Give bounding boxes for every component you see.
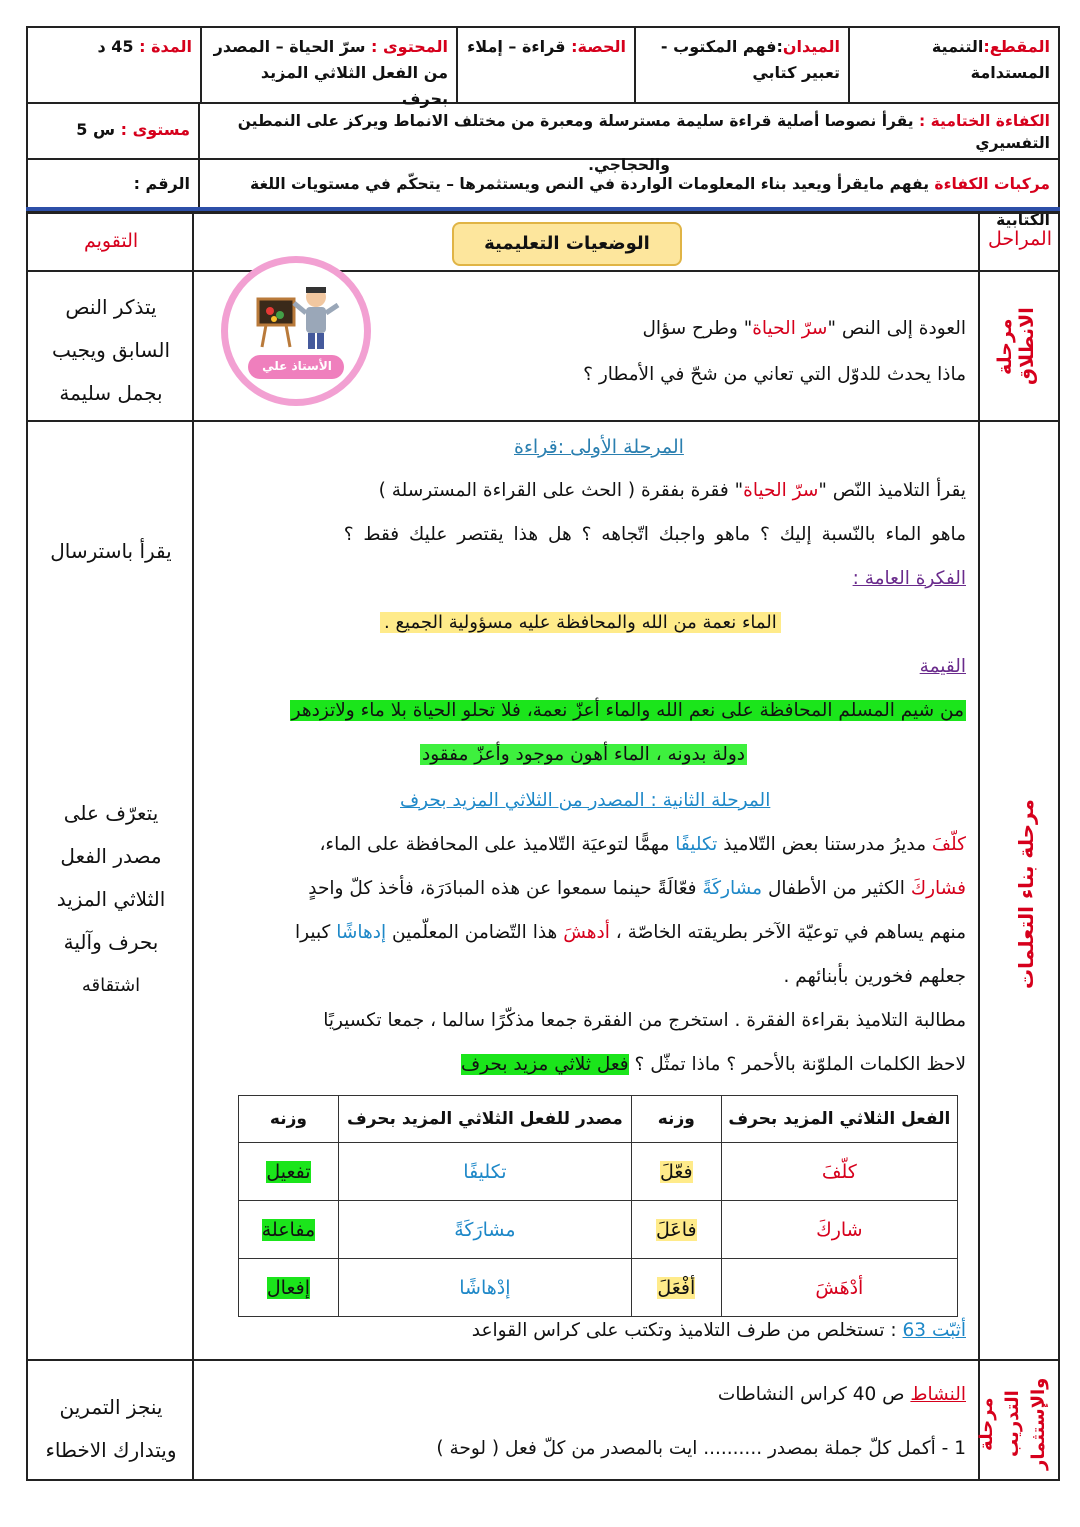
situations-header: الوضعيات التعليمية [452, 222, 682, 266]
content-cell [200, 28, 456, 108]
eval-line: يتذكر النص [65, 295, 157, 319]
paragraph-text: منهم يساهم في توعيّة الآخر بطريقته الخاصّة ، [609, 922, 966, 943]
launch-line-1 [642, 318, 966, 339]
lesson-header [26, 26, 1060, 229]
eval-line: مصدر الفعل [60, 844, 162, 868]
level-label: مستوى : [120, 120, 190, 139]
questions-line: ماهو الماء بالنّسبة إليك ؟ ماهو واجبك اتّجاهه ؟ هل هذا يقتصر عليك فقط ؟ [343, 524, 966, 545]
read-text: يقرأ التلاميذ النّص " [818, 480, 966, 501]
paragraph-text: كبيرا [295, 922, 337, 943]
session-value: قراءة – إملاء [467, 37, 566, 56]
practice-evaluation [28, 1386, 194, 1472]
exercise-line: 1 - أكمل كلّ جملة بمصدر .......... ايت بالمصدر من كلّ فعل ( لوحة ) [436, 1438, 966, 1459]
table-cell [631, 1259, 721, 1317]
paragraph-line-4: جعلهم فخورين بأبنائهم . [783, 966, 966, 987]
weight-highlight: أفْعَلَ [657, 1276, 696, 1299]
number-cell [28, 160, 198, 210]
duration-value: 45 د [97, 37, 134, 56]
components-label: مركبات الكفاءة [934, 175, 1050, 193]
paragraph-line-1 [319, 834, 966, 855]
row-divider [28, 1359, 1058, 1361]
read-text: " فقرة بفقرة ( الحث على القراءة المسترسلة ) [378, 480, 744, 501]
eval-line: بجمل سليمة [59, 381, 163, 405]
general-idea-label: الفكرة العامة : [852, 568, 966, 589]
level-cell [28, 104, 198, 158]
row-divider [28, 420, 1058, 422]
segment-cell [848, 28, 1058, 102]
table-cell: مشارَكَةً [338, 1201, 631, 1259]
table-row [239, 1201, 958, 1259]
field-value: :فهم المكتوب - تعبير كتابي [660, 37, 840, 82]
eval-line: ينجز التمرين [59, 1395, 163, 1419]
logo-text: الأستاذ علي [262, 359, 332, 373]
task-text: لاحظ الكلمات الملوّنة بالأحمر ؟ ماذا تمثّل ؟ [628, 1054, 966, 1075]
masdar-blue: تكليفًا [675, 834, 718, 855]
table-header: وزنه [239, 1096, 339, 1143]
eval-line: ويتدارك الاخطاء [45, 1438, 177, 1462]
phase2-title: المرحلة الثانية : المصدر من الثلاثي المزيد بحرف [400, 790, 771, 811]
field-label: الميدان [782, 37, 840, 56]
table-cell: شاركَ [721, 1201, 957, 1259]
stage-practice: مرحلة التدريب والإستثمار [976, 1377, 1049, 1471]
eval-line: اشتقاقه [81, 975, 141, 996]
competence-cell [198, 104, 1058, 174]
table-header-row [239, 1096, 958, 1143]
build-evaluation-1: يقرأ باسترسال [50, 539, 172, 563]
activity-label: النشاط [910, 1384, 966, 1405]
weight-highlight: تفعيل [266, 1160, 311, 1183]
task-line-1: مطالبة التلاميذ بقراءة الفقرة . استخرج من الفقرة جمعا مذكّرًا سالما ، جمعا تكسيريًا [323, 1010, 966, 1031]
table-row [239, 1259, 958, 1317]
stage-build: مرحلة بناء التعلمات [1014, 799, 1038, 989]
weight-highlight: فاعَلَ [655, 1218, 697, 1241]
teacher-logo [221, 256, 371, 406]
table-header: الفعل الثلاثي المزيد بحرف [721, 1096, 957, 1143]
content-label: المحتوى : [371, 37, 448, 56]
paragraph-text: مهمًّا لتوعيَة التّلاميذ على المحافظة على الماء، [319, 834, 676, 855]
table-cell: تكليفًا [338, 1143, 631, 1201]
level-value: س 5 [76, 120, 116, 139]
table-cell [631, 1201, 721, 1259]
eval-line: الثلاثي المزيد [56, 887, 166, 911]
table-cell [239, 1259, 339, 1317]
weight-highlight: مفاعلة [261, 1218, 316, 1241]
stages-header: المراحل [988, 228, 1052, 250]
activity-line [718, 1384, 966, 1405]
weight-highlight: فعّلَ [659, 1160, 693, 1183]
segment-label: المقطع: [983, 37, 1050, 56]
value-line-2: دولة بدونه ، الماء أهون موجود وأعزّ مفقود [422, 744, 746, 765]
task-line-2 [461, 1054, 966, 1075]
paragraph-text: هذا التّضامن المعلّمين [386, 922, 564, 943]
weight-highlight: إفعال [266, 1276, 310, 1299]
build-evaluation-2 [28, 792, 194, 1007]
duration-label: المدة : [139, 37, 192, 56]
content-value-1: سرّ الحياة – المصدر [213, 37, 366, 56]
launch-evaluation [28, 286, 194, 415]
content-value-2: من الفعل الثلاثي المزيد بحرف [260, 63, 448, 108]
table-cell [239, 1143, 339, 1201]
stage-launch: مرحلة الانطلاق [994, 307, 1038, 386]
confirm-link: أثبّت 63 [902, 1320, 966, 1341]
number-label: الرقم : [133, 174, 190, 193]
launch-line-2: ماذا يحدث للدوّل التي تعاني من شحّ في الأمطار ؟ [583, 364, 966, 385]
paragraph-text: مديرُ مدرستنا بعض التّلاميذ [717, 834, 932, 855]
read-line [379, 480, 966, 501]
launch-text: " وطرح سؤال [642, 318, 753, 339]
competence-value-2: والحجاجي. [588, 156, 670, 174]
text-title-red: سرّ الحياة [743, 480, 819, 501]
task-answer: فعل ثلاثي مزيد بحرف [461, 1054, 629, 1075]
field-cell [634, 28, 848, 102]
table-header: وزنه [631, 1096, 721, 1143]
table-cell: كلّفَ [721, 1143, 957, 1201]
paragraph-line-2 [308, 878, 966, 899]
duration-cell [28, 28, 200, 102]
value-label: القيمة [919, 656, 966, 677]
segment-value: التنمية المستدامة [931, 37, 1050, 82]
table-cell: إدْهاشًا [338, 1259, 631, 1317]
header-divider [26, 207, 1060, 211]
row-divider [28, 270, 1058, 272]
launch-text: العودة إلى النص " [827, 318, 966, 339]
teacher-logo-icon [228, 263, 364, 399]
verb-red: أدهشَ [563, 922, 610, 943]
eval-line: بحرف وآلية [63, 930, 159, 954]
competence-value-1: يقرأ نصوصا أصلية قراءة سليمة مسترسلة ومعبرة من مختلف الانماط ويركز على النمطين التفسيري [237, 112, 1050, 152]
table-cell: أدْهَشَ [721, 1259, 957, 1317]
masdar-blue: مشاركَةً [702, 878, 763, 899]
table-header: مصدر للفعل الثلاثي المزيد بحرف [338, 1096, 631, 1143]
column-divider [978, 214, 980, 1479]
verb-red: كلّفَ [931, 834, 966, 855]
paragraph-text: فعّالَةً حينما سمعوا عن هذه المبادَرَة، فأخذ كلّ واحدٍ [308, 878, 703, 899]
components-value: يفهم مايقرأ ويعيد بناء المعلومات الواردة في النص ويستثمرها – يتحكّم في مستويات اللغة الكتابية [250, 175, 1050, 229]
lesson-table [26, 212, 1060, 1481]
activity-text: ص 40 كراس النشاطات [717, 1384, 911, 1405]
phase1-title: المرحلة الأولى :قراءة [514, 436, 684, 458]
eval-line: يتعرّف على [63, 801, 159, 825]
confirm-line [472, 1320, 966, 1341]
session-cell [456, 28, 634, 102]
evaluation-header: التقويم [84, 230, 139, 252]
eval-line: السابق ويجيب [52, 338, 170, 362]
verb-red: فشاركَ [910, 878, 966, 899]
paragraph-line-3 [295, 922, 966, 943]
components-cell [198, 160, 1058, 229]
grammar-table [238, 1095, 958, 1317]
competence-label: الكفاءة الختامية : [919, 112, 1050, 130]
value-line-1: من شيم المسلم المحافظة على نعم الله والماء أعزّ نعمة، فلا تحلو الحياة بلا ماء ولاتزدهر [291, 700, 964, 721]
table-cell [239, 1201, 339, 1259]
table-cell [631, 1143, 721, 1201]
general-idea: الماء نعمة من الله والمحافظة عليه مسؤولية الجميع . [380, 612, 781, 633]
session-label: الحصة: [571, 37, 626, 56]
confirm-text: : تستخلص من طرف التلاميذ وتكتب على كراس القواعد [471, 1320, 903, 1341]
paragraph-text: الكثير من الأطفال [762, 878, 911, 899]
text-title-red: سرّ الحياة [752, 318, 828, 339]
masdar-blue: إدهاشًا [336, 922, 387, 943]
table-row [239, 1143, 958, 1201]
